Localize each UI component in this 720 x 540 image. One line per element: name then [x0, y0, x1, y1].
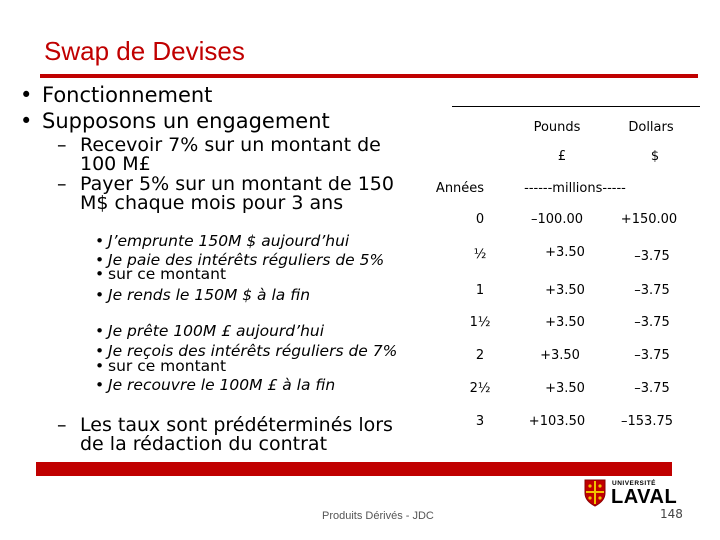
- item-prete: • Je prête 100M £ aujourd’hui: [108, 324, 324, 339]
- dollars-cell: –3.75: [634, 348, 670, 363]
- title-underline: [40, 74, 698, 78]
- dollars-cell: –3.75: [634, 315, 670, 330]
- units-label: ------millions-----: [524, 181, 626, 196]
- year-cell: ½: [473, 247, 487, 262]
- year-cell: 1½: [469, 315, 491, 330]
- payer-line1: Payer 5% sur un montant de 150: [80, 173, 394, 195]
- slide-title: Swap de Devises: [44, 36, 245, 66]
- item-paie-interets: • Je paie des intérêts réguliers de 5%: [108, 253, 384, 268]
- year-cell: 3: [475, 414, 485, 429]
- logo-line1: UNIVERSITÉ: [612, 480, 657, 487]
- sub-bullet-taux: – Les taux sont prédéterminés lors de la rédaction du contrat: [57, 414, 393, 455]
- university-shield-icon: [584, 479, 606, 507]
- dollars-cell: +150.00: [620, 212, 678, 227]
- item-recouvre: • Je recouvre le 100M £ à la fin: [108, 378, 335, 393]
- item-recois-interets: • Je reçois des intérêts réguliers de 7%: [108, 344, 397, 359]
- header-pounds: Pounds: [533, 120, 581, 135]
- pounds-cell: +3.50: [545, 245, 585, 260]
- payer-line2: M$ chaque mois pour 3 ans: [80, 192, 344, 214]
- bullet-fonctionnement: • Fonctionnement: [42, 82, 212, 108]
- pounds-cell: +103.50: [528, 414, 586, 429]
- item-emprunte: • J’emprunte 150M $ aujourd’hui: [108, 234, 349, 249]
- pounds-cell: –100.00: [531, 212, 583, 227]
- table-top-rule: [452, 106, 700, 107]
- dollars-cell: –153.75: [621, 414, 673, 429]
- year-cell: 2½: [469, 381, 491, 396]
- page-number: 148: [660, 507, 683, 521]
- sub-bullet-recevoir: – Recevoir 7% sur un montant de 100 M£: [57, 134, 381, 175]
- footer-bar: [36, 462, 672, 476]
- header-dollars: Dollars: [628, 120, 674, 135]
- year-cell: 0: [475, 212, 485, 227]
- recevoir-line1: Recevoir 7% sur un montant de: [80, 134, 381, 156]
- pounds-cell: +3.50: [545, 381, 585, 396]
- dollars-cell: –3.75: [634, 249, 670, 264]
- years-label: Années: [435, 181, 485, 196]
- taux-line2: de la rédaction du contrat: [80, 433, 328, 455]
- taux-line1: Les taux sont prédéterminés lors: [80, 414, 393, 436]
- bullet-engagement: • Supposons un engagement: [42, 108, 330, 134]
- pounds-cell: +3.50: [545, 283, 585, 298]
- logo-line2: LAVAL: [611, 486, 678, 508]
- pounds-cell: +3.50: [545, 315, 585, 330]
- recevoir-line2: 100 M£: [80, 153, 151, 175]
- item-recois-interets-cont: • sur ce montant: [108, 359, 226, 374]
- symbol-pounds: £: [557, 149, 567, 164]
- sub-bullet-payer: – Payer 5% sur un montant de 150 M$ chaque mois pour 3 ans: [57, 173, 394, 214]
- item-rends: • Je rends le 150M $ à la fin: [108, 288, 310, 303]
- year-cell: 2: [475, 348, 485, 363]
- year-cell: 1: [475, 283, 485, 298]
- item-paie-interets-cont: • sur ce montant: [108, 267, 226, 282]
- pounds-cell: +3.50: [540, 348, 580, 363]
- footer-text: Produits Dérivés - JDC: [322, 510, 434, 522]
- symbol-dollars: $: [650, 149, 660, 164]
- dollars-cell: –3.75: [634, 283, 670, 298]
- dollars-cell: –3.75: [634, 381, 670, 396]
